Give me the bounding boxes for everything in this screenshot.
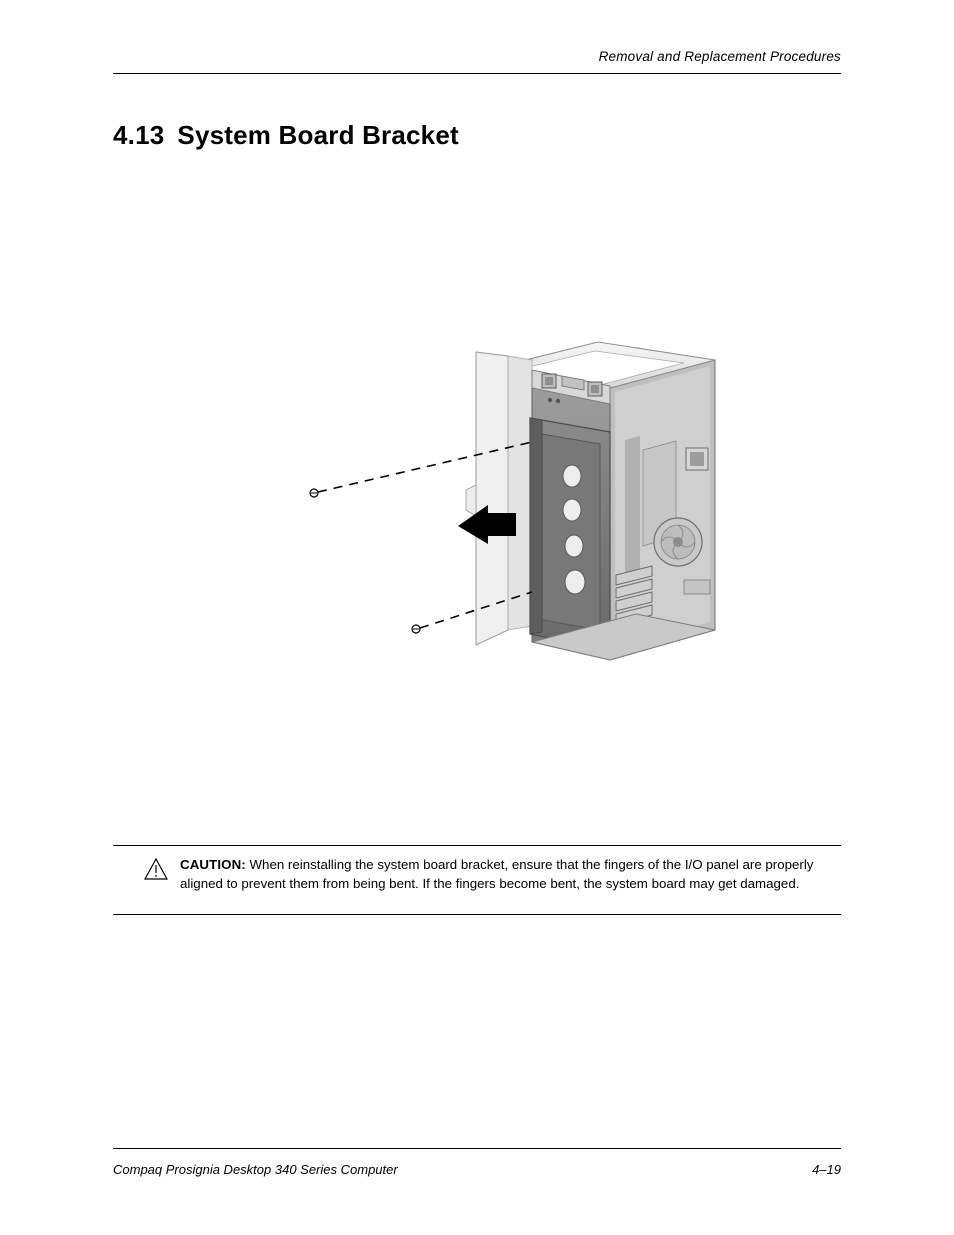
caution-divider-top [113, 845, 841, 846]
caution-divider-bottom [113, 914, 841, 915]
caution-label: CAUTION: [180, 857, 246, 872]
page-title [113, 120, 459, 151]
caution-text-block [180, 856, 832, 894]
caution-text: When reinstalling the system board bracket, ensure that the fingers of the I/O panel are properly aligned to prevent them from being bent. If the fingers become bent, the system board may get damaged. [180, 857, 814, 891]
warning-triangle-icon [144, 858, 168, 880]
footer-document-title: Compaq Prosignia Desktop 340 Series Computer [113, 1162, 398, 1177]
system-board-bracket-removal-illustration [280, 330, 760, 710]
section-title-text: System Board Bracket [177, 120, 459, 151]
page-number: 4–19 [812, 1162, 841, 1177]
page-footer [113, 1162, 841, 1177]
footer-divider [113, 1148, 841, 1149]
header-divider [113, 73, 841, 74]
running-head: Removal and Replacement Procedures [598, 49, 841, 64]
page-header [113, 48, 841, 66]
section-number: 4.13 [113, 120, 165, 151]
